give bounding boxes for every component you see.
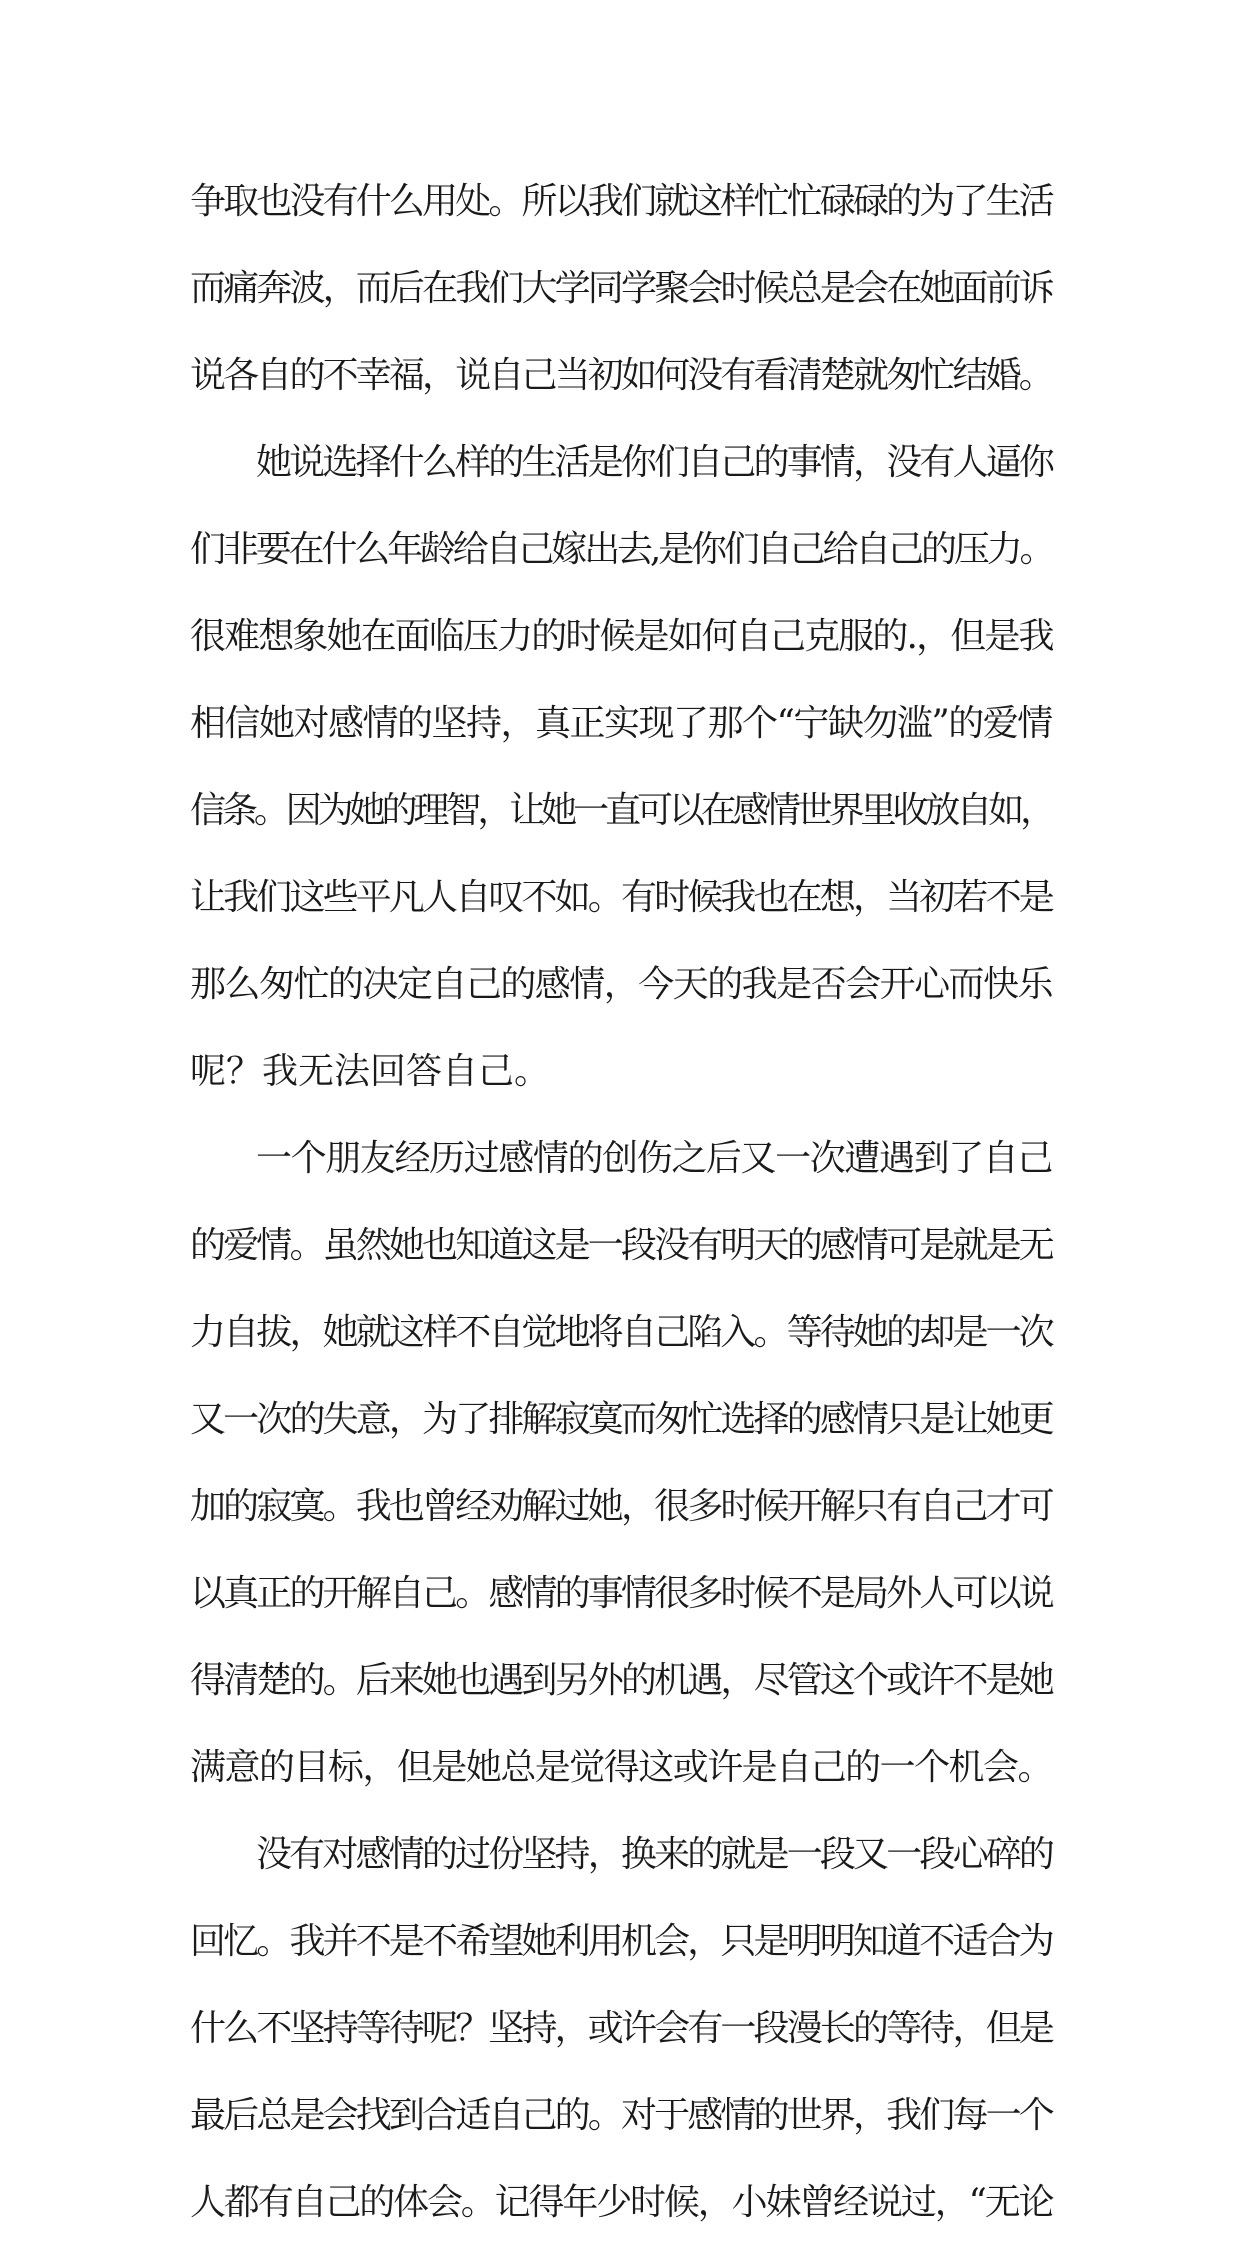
- text-line: 一个朋友经历过感情的创伤之后又一次遭遇到了自己: [256, 1138, 1053, 1179]
- text-line: 说各自的不幸福，说自己当初如何没有看清楚就匆忙结婚。: [190, 355, 1052, 396]
- text-line: 们非要在什么年龄给自己嫁出去,是你们自己给自己的压力。: [190, 529, 1053, 570]
- text-line: 力自拔，她就这样不自觉地将自己陷入。等待她的却是一次: [190, 1312, 1052, 1353]
- text-line: 以真正的开解自己。感情的事情很多时候不是局外人可以说: [190, 1573, 1052, 1614]
- text-line: 很难想象她在面临压力的时候是如何自己克服的.，但是我: [190, 616, 1053, 657]
- text-line: 满意的目标，但是她总是觉得这或许是自己的一个机会。: [190, 1747, 1053, 1788]
- text-line: 的爱情。虽然她也知道这是一段没有明天的感情可是就是无: [190, 1225, 1052, 1266]
- text-line: 什么不坚持等待呢？坚持，或许会有一段漫长的等待，但是: [190, 2008, 1052, 2049]
- text-line: 争取也没有什么用处。所以我们就这样忙忙碌碌的为了生活: [190, 181, 1052, 222]
- text-line: 呢？我无法回答自己。: [190, 1051, 551, 1092]
- text-line: 又一次的失意，为了排解寂寞而匆忙选择的感情只是让她更: [190, 1399, 1052, 1440]
- text-line: 得清楚的。后来她也遇到另外的机遇，尽管这个或许不是她: [190, 1660, 1052, 1701]
- text-line: 让我们这些平凡人自叹不如。有时候我也在想，当初若不是: [190, 877, 1052, 918]
- text-line: 相信她对感情的坚持，真正实现了那个“宁缺勿滥”的爱情: [190, 703, 1052, 744]
- body-text: [190, 158, 1052, 2246]
- text-line: 她说选择什么样的生活是你们自己的事情，没有人逼你: [256, 442, 1053, 483]
- text-line: 加的寂寞。我也曾经劝解过她，很多时候开解只有自己才可: [190, 1486, 1052, 1527]
- text-line: 回忆。我并不是不希望她利用机会，只是明明知道不适合为: [190, 1921, 1052, 1962]
- text-line: 最后总是会找到合适自己的。对于感情的世界，我们每一个: [190, 2095, 1052, 2136]
- text-line: 信条。因为她的理智，让她一直可以在感情世界里收放自如，: [190, 790, 1053, 831]
- text-line: 没有对感情的过份坚持，换来的就是一段又一段心碎的: [256, 1834, 1053, 1875]
- text-line: 人都有自己的体会。记得年少时候，小妹曾经说过，“无论: [190, 2182, 1053, 2223]
- text-line: 而痛奔波，而后在我们大学同学聚会时候总是会在她面前诉: [190, 268, 1052, 309]
- text-line: 那么匆忙的决定自己的感情，今天的我是否会开心而快乐: [190, 964, 1053, 1005]
